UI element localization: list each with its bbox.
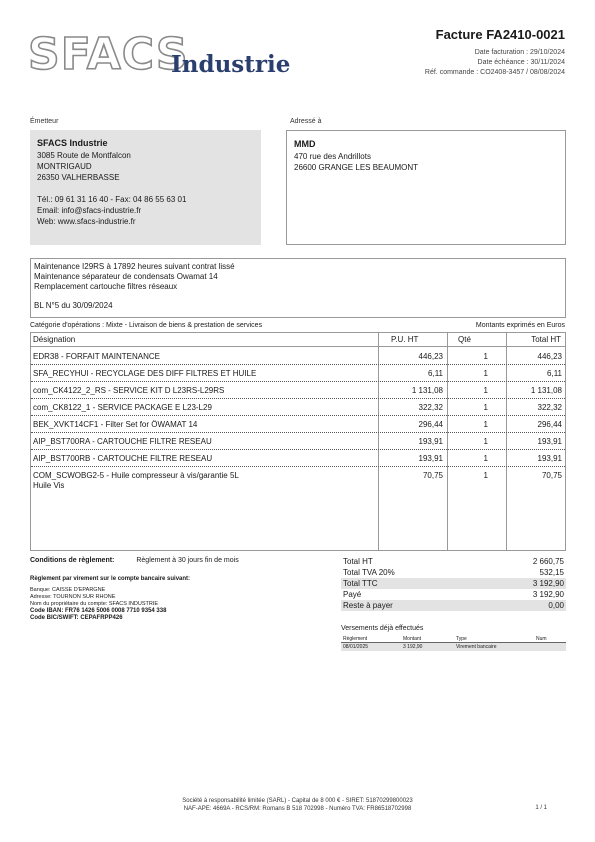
issuer-email: Email: info@sfacs-industrie.fr [37,206,142,215]
header-total: Total HT [531,335,561,344]
cell-unit-price: 446,23 [418,352,443,361]
total-row [341,600,566,611]
cell-unit-price: 1 131,08 [411,386,443,395]
footer-line: NAF-APE: 4669A - RCS/RM: Romans B 518 702998 - Numéro TVA: FR86518702998 [183,806,412,812]
delivery-note: BL N°5 du 30/09/2024 [34,301,113,310]
payment-terms-label: Conditions de règlement: [30,557,115,564]
total-row [341,578,566,589]
bank-details [30,576,280,622]
issuer-label: Émetteur [30,118,59,125]
payment-terms [30,557,239,564]
logo-subtitle: Industrie [171,51,291,78]
bank-iban: Code IBAN: FR76 1426 5006 0008 7710 9354 338 [30,608,167,614]
bank-name: Banque: CAISSE D'EPARGNE [30,587,106,593]
table-row [31,399,565,416]
cell-designation: com_CK8122_1 - SERVICE PACKAGE E L23-L29 [33,403,212,412]
cell-total: 193,91 [537,454,562,463]
table-header [31,333,565,347]
cell-unit-price: 322,32 [418,403,443,412]
cell-designation: COM_SCWOBG2-5 - Huile compresseur à vis/garantie 5L [33,471,239,480]
cell-designation: AIP_BST700RA - CARTOUCHE FILTRE RESEAU [33,437,212,446]
cell-qty: 1 [483,369,488,378]
cell-total: 1 131,08 [530,386,562,395]
cell-designation: AIP_BST700RB - CARTOUCHE FILTRE RESEAU [33,454,213,463]
payment-terms-value: Règlement à 30 jours fin de mois [136,557,239,564]
totals-block [341,556,566,611]
cell-designation-detail: Huile Vis [33,481,65,490]
payments-table [341,635,566,651]
addressee-block [286,130,566,245]
operation-category: Catégorie d'opérations : Mixte - Livraison de biens & prestation de services [30,322,263,329]
table-row [31,416,565,433]
cell-total: 296,44 [537,420,562,429]
logo-brand: SFACS [28,29,189,80]
addressee-address-line: 470 rue des Andrillots [294,152,371,161]
bank-address: Adresse: TOURNON SUR RHONE [30,594,116,600]
header-unit-price: P.U. HT [391,335,419,344]
cell-unit-price: 193,91 [418,454,443,463]
items-table [30,332,566,551]
table-row [31,433,565,450]
invoice-date: Date facturation : 29/10/2024 [474,49,565,56]
cell-designation: BEK_XVKT14CF1 - Filter Set for ÖWAMAT 14 [33,420,198,429]
cell-total: 446,23 [537,352,562,361]
issuer-address-line: 3085 Route de Montfalcon [37,151,131,160]
total-label: Total TVA 20% [343,568,395,577]
table-row [31,450,565,467]
cell-qty: 1 [483,352,488,361]
payment-amount: 3 192,90 [403,644,423,650]
cell-qty: 1 [483,471,488,480]
description-line: Maintenance I29RS à 17892 heures suivant contrat lissé [34,262,235,271]
company-logo [28,29,291,85]
payments-header-num: Num [536,636,547,642]
cell-qty: 1 [483,454,488,463]
header-designation: Désignation [33,335,76,344]
table-row [31,365,565,382]
payments-header-type: Type [456,636,467,642]
table-row [31,467,565,507]
payments-header-date: Règlement [343,636,368,642]
cell-unit-price: 193,91 [418,437,443,446]
order-reference: Réf. commande : CO2408-3457 / 08/08/2024 [424,69,565,76]
bank-heading: Règlement par virement sur le compte bancaire suivant: [30,576,191,582]
payment-type: Virement bancaire [456,644,497,650]
table-row [31,348,565,365]
cell-total: 70,75 [541,471,562,480]
footer-line: Société à responsabilité limitée (SARL) - Capital de 8 000 € - SIRET: 51870299800023 [182,798,413,804]
cell-designation: EDR38 - FORFAIT MAINTENANCE [33,352,160,361]
total-label: Payé [343,590,362,599]
total-label: Reste à payer [343,601,393,610]
cell-total: 193,91 [537,437,562,446]
total-value: 2 660,75 [532,557,564,566]
cell-unit-price: 6,11 [428,369,443,378]
issuer-address-line: MONTRIGAUD [37,162,92,171]
legal-footer [0,797,595,813]
total-value: 0,00 [548,601,564,610]
payments-title: Versements déjà effectués [341,625,424,632]
description-line: Maintenance séparateur de condensats Owamat 14 [34,272,218,281]
table-row [31,382,565,399]
total-value: 532,15 [539,568,564,577]
total-row [341,567,566,578]
total-value: 3 192,90 [532,590,564,599]
addressee-name: MMD [294,139,316,149]
currency-note: Montants exprimés en Euros [475,322,565,329]
bank-owner: Nom du propriétaire du compte: SFACS INDUSTRIE [30,601,159,607]
payment-date: 08/01/2025 [343,644,369,650]
cell-designation: com_CK4122_2_RS - SERVICE KIT D L23RS-L29RS [33,386,225,395]
description-line: Remplacement cartouche filtres réseaux [34,282,178,291]
payments-header-amount: Montant [403,636,422,642]
issuer-block [30,130,261,245]
payment-row [341,643,566,651]
cell-unit-price: 70,75 [422,471,443,480]
cell-qty: 1 [483,403,488,412]
total-row [341,556,566,567]
total-label: Total TTC [343,579,378,588]
issuer-address-line: 26350 VALHERBASSE [37,173,120,182]
cell-total: 6,11 [547,369,562,378]
cell-qty: 1 [483,386,488,395]
total-row [341,589,566,600]
page-number: 1 / 1 [535,805,547,811]
total-label: Total HT [343,557,373,566]
cell-qty: 1 [483,437,488,446]
bank-bic: Code BIC/SWIFT: CEPAFRPP426 [30,615,123,621]
invoice-description [30,258,566,318]
payments-header [341,635,566,643]
cell-unit-price: 296,44 [418,420,443,429]
addressee-label: Adressé à [290,118,322,125]
cell-designation: SFA_RECYHUI - RECYCLAGE DES DIFF FILTRES ET HUILE [33,369,257,378]
cell-qty: 1 [483,420,488,429]
issuer-website: Web: www.sfacs-industrie.fr [37,217,136,226]
invoice-title: Facture FA2410-0021 [435,27,565,42]
cell-total: 322,32 [537,403,562,412]
header-qty: Qté [458,335,471,344]
addressee-address-line: 26600 GRANGE LES BEAUMONT [294,163,419,172]
due-date: Date échéance : 30/11/2024 [477,59,565,66]
total-value: 3 192,90 [532,579,564,588]
issuer-name: SFACS Industrie [37,138,108,148]
issuer-phone: Tél.: 09 61 31 16 40 - Fax: 04 86 55 63 01 [37,195,187,204]
